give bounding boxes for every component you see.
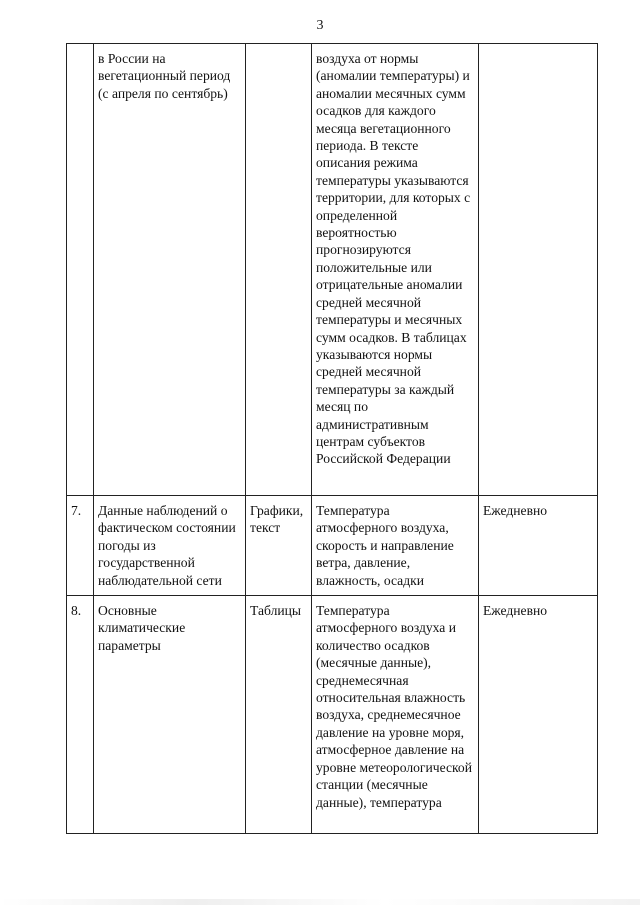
content-cell: воздуха от нормы (аномалии температуры) и аномалии месячных сумм осадков для каждого месяца вегетационного периода. В тексте описания режима температуры указываются территории, для которых с определенной вероятностью прогнозируются положительные или отрицательные аномалии средней месячной температуры и месячных сумм осадков. В таблицах указываются нормы средней месячной температуры за каждый месяц по административным центрам субъектов Российской Федерации [312, 44, 479, 496]
table-row [67, 496, 598, 596]
frequency-cell: Ежедневно [479, 596, 598, 834]
scan-edge-mark [0, 899, 640, 905]
page-number: 3 [316, 18, 324, 33]
name-cell: Данные наблюдений о фактическом состоянии погоды из государственной наблюдательной сети [94, 496, 246, 596]
row-number-cell: 8. [67, 596, 94, 834]
frequency-cell [479, 44, 598, 496]
content-cell: Температура атмосферного воздуха и количество осадков (месячные данные), среднемесячная относительная влажность воздуха, среднемесячное давление на уровне моря, атмосферное давление на уровне метеорологической станции (месячные данные), температура [312, 596, 479, 834]
form-cell [246, 44, 312, 496]
row-number-cell [67, 44, 94, 496]
table-row [67, 596, 598, 834]
name-cell: в России на вегетационный период (с апреля по сентябрь) [94, 44, 246, 496]
content-cell: Температура атмосферного воздуха, скорость и направление ветра, давление, влажность, осадки [312, 496, 479, 596]
data-table [66, 43, 598, 834]
form-cell: Таблицы [246, 596, 312, 834]
name-cell: Основные климатические параметры [94, 596, 246, 834]
row-number-cell: 7. [67, 496, 94, 596]
table-row [67, 44, 598, 496]
frequency-cell: Ежедневно [479, 496, 598, 596]
form-cell: Графики, текст [246, 496, 312, 596]
